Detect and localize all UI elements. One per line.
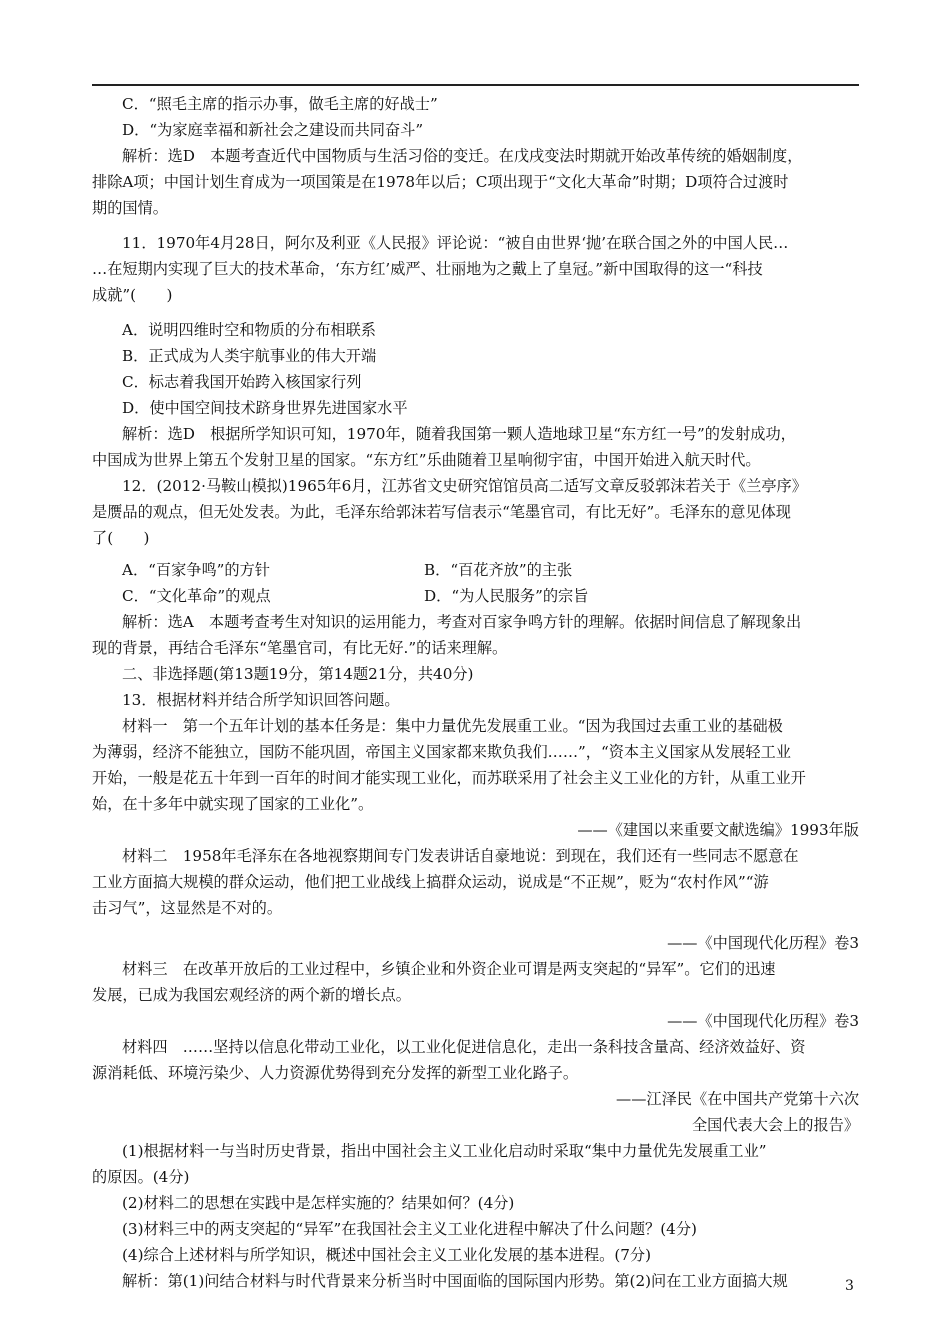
option-a: A．“百家争鸣”的方针 — [122, 561, 270, 579]
option-b: B．“百花齐放”的主张 — [424, 561, 573, 579]
text-line: B．正式成为人类宇航事业的伟大开端 — [122, 347, 377, 365]
text-line: D．“为家庭幸福和新社会之建设而共同奋斗” — [122, 121, 424, 139]
text-line: 成就”( ) — [92, 286, 173, 304]
option-row — [92, 557, 859, 583]
text-line: 期的国情。 — [92, 199, 168, 217]
text-line: 解析：选D 根据所学知识可知，1970年，随着我国第一颗人造地球卫星“东方红一号”的发射成功， — [122, 425, 796, 443]
text-line: …在短期内实现了巨大的技术革命，‘东方红’威严、壮丽地为之戴上了皇冠。”新中国取得的这一“科技 — [92, 260, 763, 278]
text-line: (3)材料三中的两支突起的“异军”在我国社会主义工业化进程中解决了什么问题？(4分) — [122, 1220, 697, 1238]
text-line: 的原因。(4分) — [92, 1168, 190, 1186]
text-line: C．“照毛主席的指示办事，做毛主席的好战士” — [122, 95, 438, 113]
header-rule — [92, 84, 859, 86]
text-line: 是赝品的观点，但无处发表。为此，毛泽东给郭沫若写信表示“笔墨官司，有比无好”。毛泽东的意见体现 — [92, 503, 791, 521]
text-line: (2)材料二的思想在实践中是怎样实施的？结果如何？(4分) — [122, 1194, 515, 1212]
citation: ——江泽民《在中国共产党第十六次 — [616, 1090, 859, 1108]
text-line: 解析：选D 本题考查近代中国物质与生活习俗的变迁。在戊戌变法时期就开始改革传统的婚姻制度， — [122, 147, 803, 165]
text-line: 了( ) — [92, 529, 150, 547]
option-row — [92, 583, 859, 609]
text-line: 现的背景，再结合毛泽东“笔墨官司，有比无好.”的话来理解。 — [92, 639, 508, 657]
text-line: 解析：选A 本题考查考生对知识的运用能力，考查对百家争鸣方针的理解。依据时间信息了解现象出 — [122, 613, 802, 631]
text-line: C．标志着我国开始跨入核国家行列 — [122, 373, 362, 391]
text-line: 排除A项；中国计划生育成为一项国策是在1978年以后；C项出现于“文化大革命”时期；D项符合过渡时 — [92, 173, 789, 191]
text-line: 始，在十多年中就实现了国家的工业化”。 — [92, 795, 374, 813]
citation: 全国代表大会上的报告》 — [691, 1116, 859, 1134]
text-line: 12．(2012·马鞍山模拟)1965年6月，江苏省文史研究馆馆员高二适写文章反驳郭沫若关于《兰亭序》 — [122, 477, 807, 495]
text-line: 材料一 第一个五年计划的基本任务是：集中力量优先发展重工业。“因为我国过去重工业的基础极 — [122, 717, 783, 735]
text-line: 材料三 在改革开放后的工业过程中，乡镇企业和外资企业可谓是两支突起的“异军”。它们的迅速 — [122, 960, 776, 978]
text-line: 工业方面搞大规模的群众运动，他们把工业战线上搞群众运动，说成是“不正规”，贬为“农村作风”“游 — [92, 873, 769, 891]
option-d: D．“为人民服务”的宗旨 — [424, 587, 589, 605]
text-line: 为薄弱，经济不能独立，国防不能巩固，帝国主义国家都来欺负我们……”，“资本主义国家从发展轻工业 — [92, 743, 791, 761]
text-line: D．使中国空间技术跻身世界先进国家水平 — [122, 399, 408, 417]
text-line: 开始，一般是花五十年到一百年的时间才能实现工业化，而苏联采用了社会主义工业化的方针，从重工业开 — [92, 769, 806, 787]
citation: ——《中国现代化历程》卷3 — [667, 934, 859, 952]
text-line: 材料二 1958年毛泽东在各地视察期间专门发表讲话自豪地说：到现在，我们还有一些同志不愿意在 — [122, 847, 799, 865]
citation: ——《建国以来重要文献选编》1993年版 — [577, 821, 859, 839]
text-line: 材料四 ……坚持以信息化带动工业化，以工业化促进信息化，走出一条科技含量高、经济效益好、资 — [122, 1038, 806, 1056]
text-line: (4)综合上述材料与所学知识，概述中国社会主义工业化发展的基本进程。(7分) — [122, 1246, 652, 1264]
text-line: (1)根据材料一与当时历史背景，指出中国社会主义工业化启动时采取“集中力量优先发展重工业” — [122, 1142, 767, 1160]
text-line: 源消耗低、环境污染少、人力资源优势得到充分发挥的新型工业化路子。 — [92, 1064, 578, 1082]
page-number: 3 — [845, 1278, 854, 1294]
section-heading: 二、非选择题(第13题19分，第14题21分，共40分) — [122, 665, 474, 683]
text-line: 13．根据材料并结合所学知识回答问题。 — [122, 691, 400, 709]
text-line: 11．1970年4月28日，阿尔及利亚《人民报》评论说：“被自由世界‘抛’在联合国之外的中国人民… — [122, 234, 789, 252]
option-c: C．“文化革命”的观点 — [122, 587, 271, 605]
text-line: 中国成为世界上第五个发射卫星的国家。“东方红”乐曲随着卫星响彻宇宙，中国开始进入航天时代。 — [92, 451, 761, 469]
text-line: 解析：第(1)问结合材料与时代背景来分析当时中国面临的国际国内形势。第(2)问在工业方面搞大规 — [122, 1272, 788, 1290]
text-line: 发展，已成为我国宏观经济的两个新的增长点。 — [92, 986, 411, 1004]
text-line: 击习气”，这显然是不对的。 — [92, 899, 283, 917]
text-line: A．说明四维时空和物质的分布相联系 — [122, 321, 376, 339]
citation: ——《中国现代化历程》卷3 — [667, 1012, 859, 1030]
